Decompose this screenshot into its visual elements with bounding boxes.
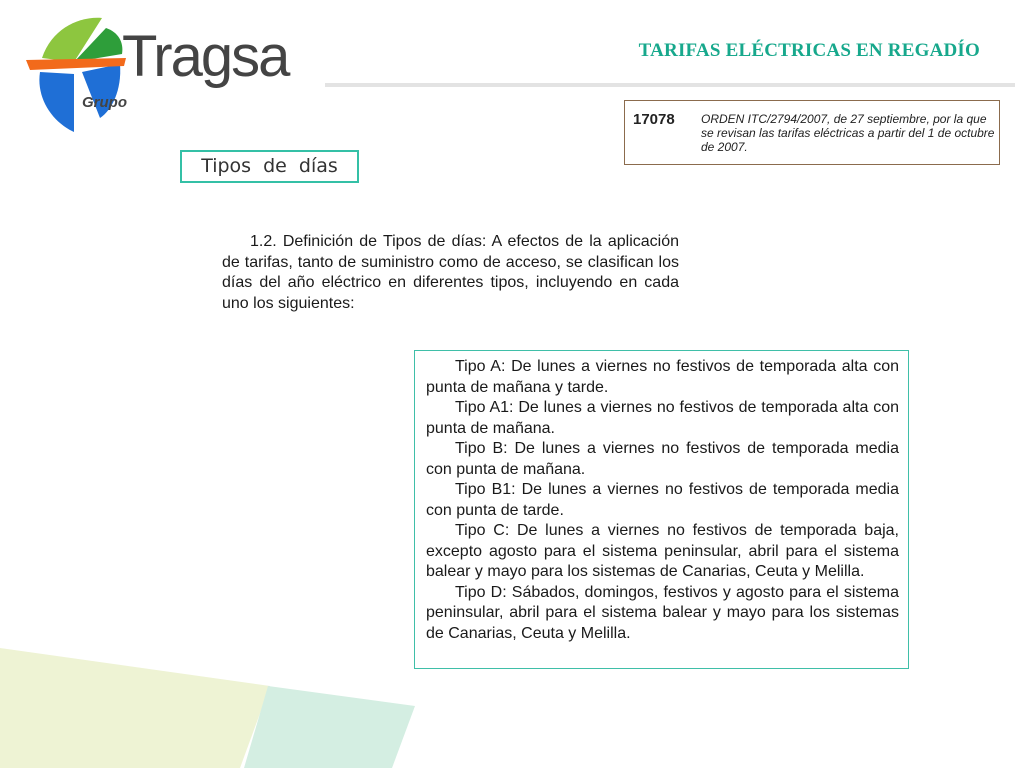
logo-brand-text: Tragsa	[122, 24, 289, 89]
day-type-c: Tipo C: De lunes a viernes no festivos de temporada baja, excepto agosto para el sistema peninsular, abril para el sistema balear y mayo para los sistemas de Canarias, Ceuta y Melilla.	[426, 522, 899, 580]
order-reference-box	[624, 100, 1000, 165]
logo-grupo-text: Grupo	[82, 94, 127, 111]
day-types-box	[414, 350, 909, 669]
day-type-b1: Tipo B1: De lunes a viernes no festivos de temporada media con punta de tarde.	[426, 481, 899, 519]
deco-shape-yellow	[0, 648, 270, 768]
deco-shape-teal	[244, 686, 415, 768]
order-number: 17078	[633, 111, 675, 128]
day-type-a1: Tipo A1: De lunes a viernes no festivos de temporada alta con punta de mañana.	[426, 399, 899, 437]
logo-globe-icon	[22, 14, 132, 136]
tragsa-logo	[22, 14, 292, 136]
definition-paragraph: 1.2. Definición de Tipos de días: A efectos de la aplicación de tarifas, tanto de suministro como de acceso, se clasifican los días del año eléctrico en diferentes tipos, incluyendo en cada uno los siguientes:	[222, 233, 679, 312]
day-type-a: Tipo A: De lunes a viernes no festivos de temporada alta con punta de mañana y tarde.	[426, 358, 899, 396]
page-title: TARIFAS ELÉCTRICAS EN REGADÍO	[638, 40, 980, 61]
section-label: Tipos de días	[180, 150, 359, 183]
day-type-b: Tipo B: De lunes a viernes no festivos de temporada media con punta de mañana.	[426, 440, 899, 478]
day-type-d: Tipo D: Sábados, domingos, festivos y agosto para el sistema peninsular, abril para el sistema balear y mayo para los sistemas de Canarias, Ceuta y Melilla.	[426, 583, 899, 642]
order-description: ORDEN ITC/2794/2007, de 27 septiembre, por la que se revisan las tarifas eléctricas a partir del 1 de octubre de 2007.	[701, 112, 995, 154]
header-divider	[325, 83, 1015, 87]
